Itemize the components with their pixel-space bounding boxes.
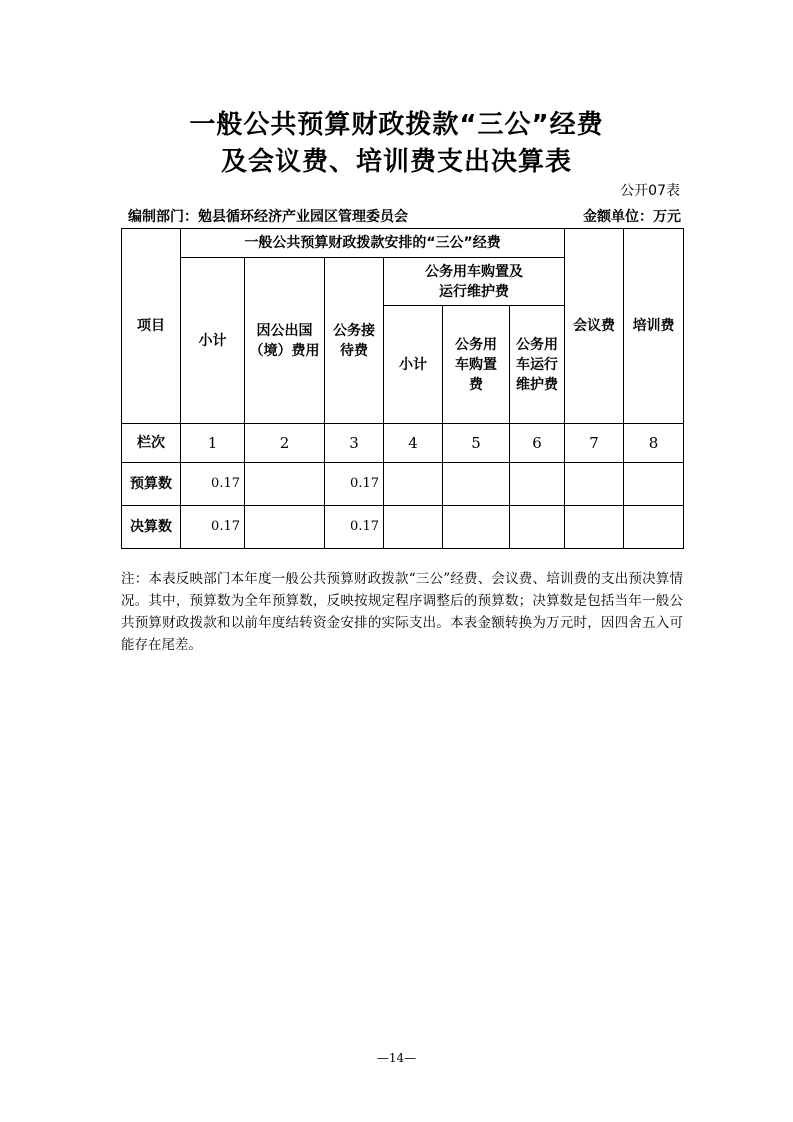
budget-cell — [443, 463, 510, 506]
final-cell — [510, 506, 565, 549]
index-cell: 8 — [624, 424, 684, 463]
final-cell: 0.17 — [181, 506, 245, 549]
budget-cell — [565, 463, 624, 506]
final-cell — [565, 506, 624, 549]
index-cell: 3 — [325, 424, 384, 463]
header-vehicle-group: 公务用车购置及运行维护费 — [384, 258, 565, 306]
index-cell: 2 — [245, 424, 325, 463]
page-number: —14— — [376, 1051, 417, 1065]
report-title-line1: 一般公共预算财政拨款“三公”经费 — [189, 110, 604, 140]
budget-row-label: 预算数 — [122, 463, 181, 506]
expenditure-table — [121, 228, 684, 549]
report-title-line2: 及会议费、培训费支出决算表 — [220, 147, 572, 177]
amount-unit-label: 金额单位：万元 — [583, 209, 681, 225]
header-abroad: 因公出国（境）费用 — [245, 258, 325, 424]
final-row-label: 决算数 — [122, 506, 181, 549]
header-training-fee: 培训费 — [624, 229, 684, 424]
header-item: 项目 — [122, 229, 181, 424]
index-cell: 5 — [443, 424, 510, 463]
header-subtotal: 小计 — [181, 258, 245, 424]
final-cell — [245, 506, 325, 549]
index-cell: 6 — [510, 424, 565, 463]
budget-cell: 0.17 — [325, 463, 384, 506]
form-code: 公开07表 — [620, 183, 680, 199]
index-cell: 7 — [565, 424, 624, 463]
table-note: 注：本表反映部门本年度一般公共预算财政拨款“三公”经费、会议费、培训费的支出预决算情况。其中，预算数为全年预算数，反映按规定程序调整后的预算数；决算数是包括当年一般公共预算财政拨款和以前年度结转资金安排的实际支出。本表金额转换为万元时，因四舍五入可能存在尾差。 — [121, 571, 683, 653]
final-cell — [624, 506, 684, 549]
index-cell: 1 — [181, 424, 245, 463]
budget-cell — [510, 463, 565, 506]
header-sangong-group: 一般公共预算财政拨款安排的“三公”经费 — [181, 229, 565, 258]
final-cell — [443, 506, 510, 549]
index-cell: 4 — [384, 424, 443, 463]
final-cell — [384, 506, 443, 549]
header-vehicle-operation: 公务用车运行维护费 — [510, 306, 565, 424]
index-row-label: 栏次 — [122, 424, 181, 463]
budget-cell — [384, 463, 443, 506]
header-vehicle-subtotal: 小计 — [384, 306, 443, 424]
department-label: 编制部门：勉县循环经济产业园区管理委员会 — [128, 209, 408, 225]
header-reception: 公务接待费 — [325, 258, 384, 424]
budget-cell: 0.17 — [181, 463, 245, 506]
budget-cell — [624, 463, 684, 506]
header-meeting-fee: 会议费 — [565, 229, 624, 424]
header-vehicle-purchase: 公务用车购置费 — [443, 306, 510, 424]
final-cell: 0.17 — [325, 506, 384, 549]
budget-cell — [245, 463, 325, 506]
